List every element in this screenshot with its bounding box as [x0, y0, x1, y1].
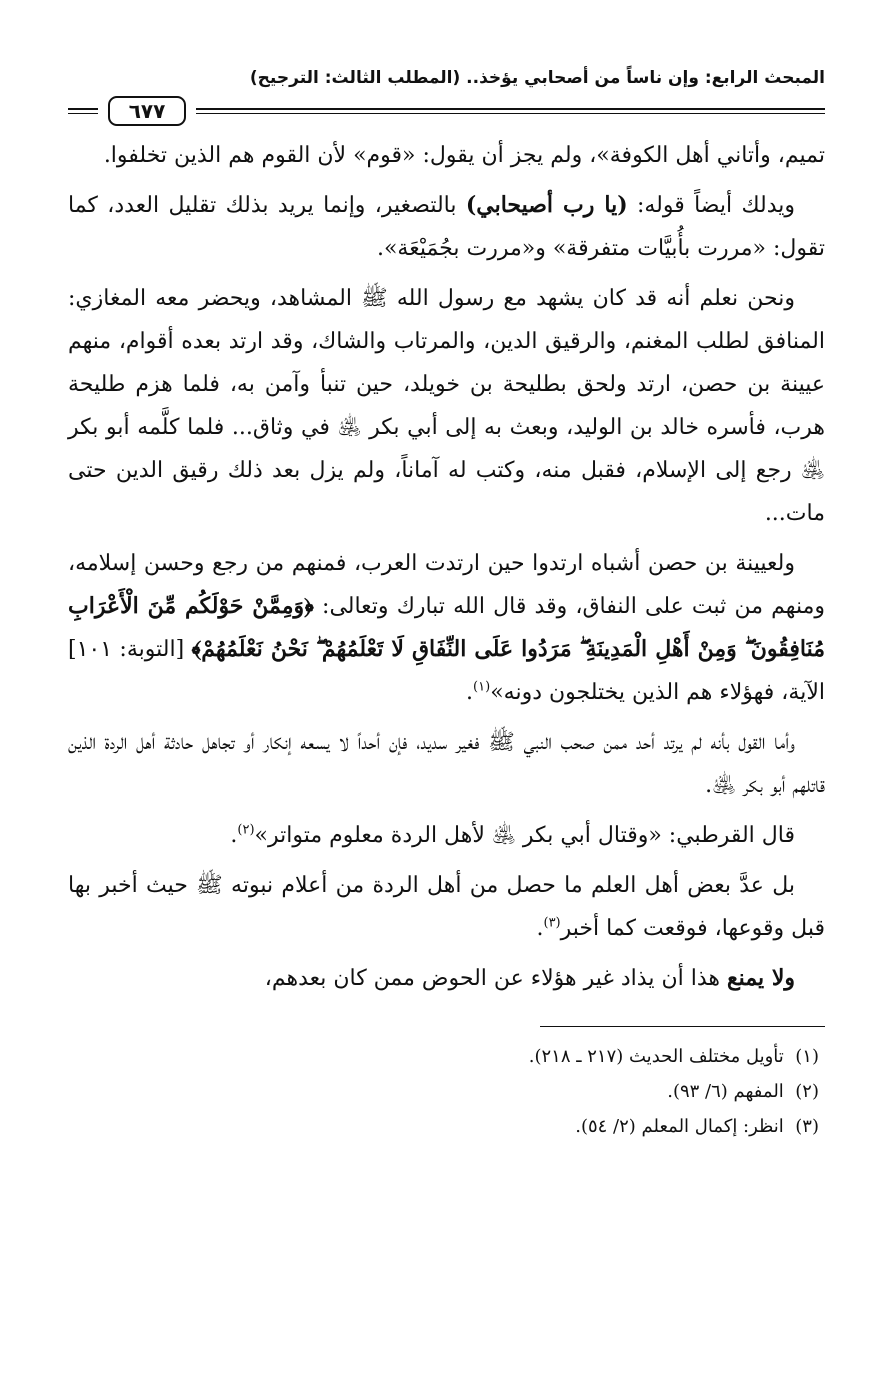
footnote-number: (١)	[795, 1046, 819, 1067]
text-run: هذا أن يذاد غير هؤلاء عن الحوض ممن كان بعدهم،	[264, 966, 727, 991]
text-run: قال القرطبي: «وقتال أبي بكر ﵁ لأهل الردة معلوم متواتر»	[254, 823, 795, 848]
paragraph	[68, 814, 825, 857]
footnote-text: المفهم (٦/ ٩٣).	[667, 1081, 784, 1102]
text-run: بالتصغير، وإنما يريد بذلك تقليل العدد، كما تقول: «مررت بأُبيَّات متفرقة» و«مررت بجُمَيْعَة».	[68, 193, 825, 261]
paragraph	[68, 542, 825, 714]
footnote-reference: (٢)	[237, 822, 255, 838]
running-header: المبحث الرابع: وإن ناساً من أصحابي يؤخذ.. (المطلب الثالث: الترجيح)	[249, 68, 825, 88]
footnote-number: (٣)	[795, 1116, 819, 1137]
footnote-reference: (١)	[473, 679, 491, 695]
text-run: ولعيينة بن حصن أشباه ارتدوا حين ارتدت العرب، فمنهم من رجع وحسن إسلامه، ومنهم من ثبت على النفاق، وقد قال الله تبارك وتعالى:	[68, 551, 825, 619]
paragraph	[68, 957, 825, 1000]
text-run: بل عدَّ بعض أهل العلم ما حصل من أهل الردة من أعلام نبوته ﷺ حيث أخبر بها قبل وقوعها، فوقعت كما أخبر	[68, 873, 825, 941]
text-run: [التوبة: ١٠١] الآية، فهؤلاء هم الذين يختلجون دونه»	[68, 637, 825, 705]
footnote-number: (٢)	[795, 1081, 819, 1102]
footnote-reference: (٣)	[543, 915, 561, 931]
hadith-phrase: (يا رب أصيحابي)	[465, 192, 628, 218]
footnote	[68, 1039, 825, 1074]
paragraph	[68, 184, 825, 270]
bold-phrase: ولا يمنع	[726, 965, 795, 991]
paragraph: وأما القول بأنه لم يرتد أحد ممن صحب النبي ﷺ فغير سديد، فإن أحداً لا يسعه إنكار أو تجاهل حادثة أهل الردة الذين قاتلهم أبو بكر ﵁.	[68, 730, 825, 798]
text-run: .	[536, 916, 544, 941]
header-rule	[68, 96, 825, 132]
body-text	[68, 134, 825, 1000]
text-run: .	[230, 823, 238, 848]
paragraph	[68, 864, 825, 950]
text-run: ويدلك أيضاً قوله:	[627, 193, 796, 218]
paragraph: تميم، وأتاني أهل الكوفة»، ولم يجز أن يقول: «قوم» لأن القوم هم الذين تخلفوا.	[103, 143, 825, 168]
header-rule-line-right	[196, 108, 825, 114]
paragraph: ونحن نعلم أنه قد كان يشهد مع رسول الله ﷺ المشاهد، ويحضر معه المغازي: المنافق لطلب المغنم، والرقيق الدين، والمرتاب والشاك، وقد ارتد بعده أقوام، منهم عيينة بن حصن، ارتد ولحق بطليحة بن خويلد، حين تنبأ وآمن به، فلما هزم طليحة هرب، فأسره خالد بن الوليد، وبعث به إلى أبي بكر ﵁ في وثاق... فلما كلَّمه أبو بكر ﵁ رجع إلى الإسلام، فقبل منه، وكتب له آماناً، ولم يزل بعد ذلك رقيق الدين حتى مات...	[68, 286, 825, 526]
page-number: ٦٧٧	[108, 96, 186, 126]
footnote	[68, 1074, 825, 1109]
footnote	[68, 1109, 825, 1144]
footnote-text: انظر: إكمال المعلم (٢/ ٥٤).	[575, 1116, 784, 1137]
footnotes	[68, 1039, 825, 1144]
footnote-separator	[540, 1026, 825, 1027]
quran-verse: ﴿وَمِمَّنْ حَوْلَكُم مِّنَ الْأَعْرَابِ مُنَافِقُونَ ۖ وَمِنْ أَهْلِ الْمَدِينَةِ ۖ مَرَدُوا عَلَى النِّفَاقِ لَا تَعْلَمُهُمْ ۖ نَحْنُ نَعْلَمُهُمْ﴾	[68, 593, 825, 662]
header-rule-line-left	[68, 108, 98, 114]
text-run: .	[466, 680, 474, 705]
footnote-text: تأويل مختلف الحديث (٢١٧ ـ ٢١٨).	[528, 1046, 784, 1067]
page	[68, 66, 825, 1392]
